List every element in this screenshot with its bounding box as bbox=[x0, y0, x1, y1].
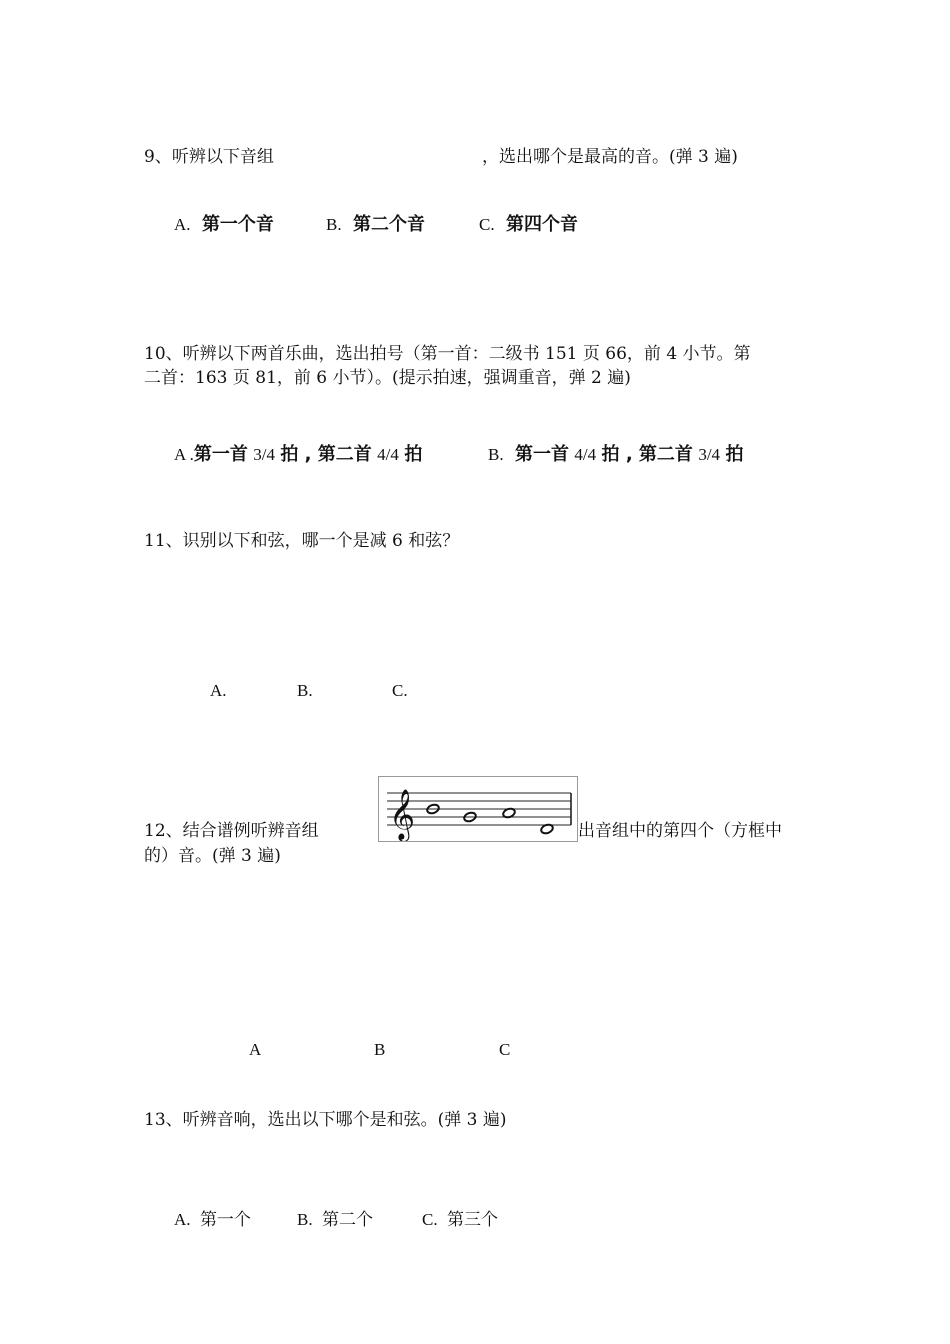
option-text: 第二个音 bbox=[353, 214, 425, 235]
option-letter: B. bbox=[326, 215, 342, 234]
q11-option-b[interactable]: B. bbox=[297, 681, 313, 700]
option-letter: A. bbox=[174, 1210, 191, 1229]
option-text: 拍 bbox=[404, 444, 423, 465]
time-signature: 4/4 bbox=[574, 445, 597, 464]
q11-text: 11、识别以下和弦，哪一个是减 6 和弦？ bbox=[144, 531, 460, 551]
treble-clef-staff-icon bbox=[379, 777, 577, 841]
time-signature: 4/4 bbox=[377, 445, 399, 464]
treble-clef-icon: 𝄞 bbox=[389, 789, 416, 840]
option-text: 第一首 bbox=[515, 444, 569, 465]
time-signature: 3/4 bbox=[698, 445, 721, 464]
q12-line2: 的）音。(弹 3 遍) bbox=[144, 846, 281, 866]
option-text: 第三个 bbox=[447, 1210, 498, 1230]
option-letter: B. bbox=[488, 445, 504, 464]
option-letter: A. bbox=[174, 215, 191, 234]
q9-option-b[interactable] bbox=[326, 210, 425, 236]
q13-option-c[interactable] bbox=[422, 1205, 498, 1230]
option-text: 第四个音 bbox=[506, 214, 578, 235]
q10-option-a[interactable] bbox=[174, 440, 422, 466]
option-text: 第一个音 bbox=[201, 214, 274, 235]
q9-option-c[interactable] bbox=[479, 210, 578, 236]
option-letter: C. bbox=[479, 215, 495, 234]
q12-option-a[interactable]: A bbox=[249, 1040, 262, 1059]
q9-text-left: 9、听辨以下音组 bbox=[144, 147, 274, 167]
q13-option-b[interactable] bbox=[297, 1205, 373, 1230]
option-text: 拍 , 第二首 bbox=[601, 444, 693, 465]
q10-line1: 10、听辨以下两首乐曲，选出拍号（第一首：二级书 151 页 66，前 4 小节。第 bbox=[144, 344, 751, 364]
q12-text-left: 12、结合谱例听辨音组 bbox=[144, 821, 319, 841]
q10-option-b[interactable] bbox=[488, 440, 743, 466]
option-letter: C. bbox=[422, 1210, 438, 1229]
option-letter: B. bbox=[297, 1210, 313, 1229]
option-text: 拍 , 第二首 bbox=[280, 444, 372, 465]
music-staff-example bbox=[378, 776, 578, 842]
time-signature: 3/4 bbox=[253, 445, 275, 464]
option-letter: A . bbox=[174, 445, 194, 464]
q11-option-a[interactable]: A. bbox=[210, 681, 227, 700]
option-text: 第一首 bbox=[193, 444, 248, 465]
q12-option-c[interactable]: C bbox=[499, 1040, 511, 1059]
q9-option-a[interactable] bbox=[174, 210, 274, 236]
q11-option-c[interactable]: C. bbox=[392, 681, 408, 700]
option-text: 第一个 bbox=[199, 1210, 251, 1230]
q12-option-b[interactable]: B bbox=[374, 1040, 386, 1059]
q13-option-a[interactable] bbox=[174, 1205, 251, 1230]
q9-text-right: ，选出哪个是最高的音。(弹 3 遍) bbox=[482, 147, 738, 167]
q10-line2: 二首：163 页 81，前 6 小节）。(提示拍速，强调重音，弹 2 遍) bbox=[144, 368, 631, 388]
option-text: 第二个 bbox=[322, 1210, 373, 1230]
q12-text-right: 出音组中的第四个（方框中 bbox=[578, 821, 782, 841]
option-text: 拍 bbox=[725, 444, 744, 465]
q13-text: 13、听辨音响，选出以下哪个是和弦。(弹 3 遍) bbox=[144, 1110, 507, 1130]
